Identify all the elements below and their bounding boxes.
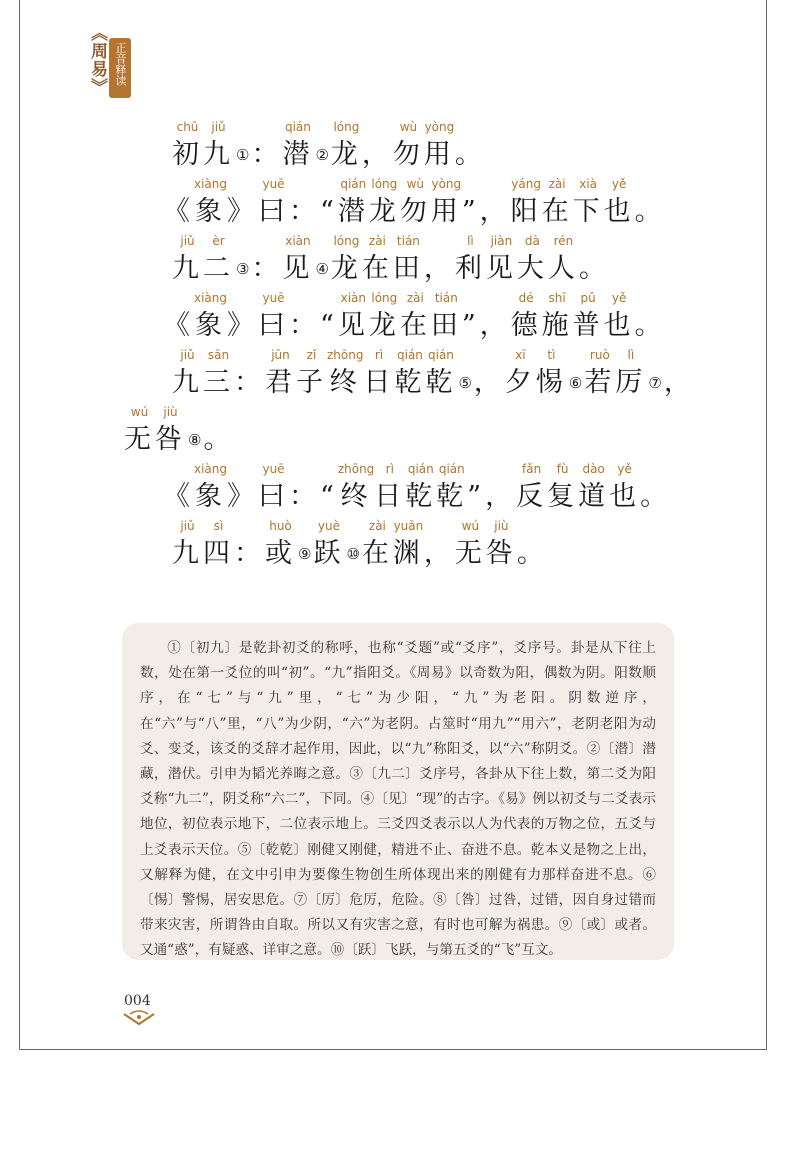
pinyin: fǎn — [522, 462, 542, 476]
pinyin: jiǔ — [180, 234, 195, 248]
hanzi: ， — [361, 139, 393, 170]
verse-char — [517, 232, 548, 288]
verse-char — [462, 175, 511, 231]
hanzi: 用 — [423, 139, 455, 170]
hanzi: 九 — [172, 367, 203, 398]
verse-char — [258, 175, 289, 231]
hanzi: 。 — [634, 196, 666, 227]
verse-char — [331, 232, 362, 288]
hanzi: 咎 — [485, 538, 517, 569]
verse-char — [400, 289, 431, 345]
verse-char — [203, 118, 234, 174]
footnote-marker: ② — [315, 146, 329, 164]
hanzi: 象 — [195, 196, 226, 227]
footnote-marker: ⑧ — [188, 431, 202, 449]
hanzi: 日 — [363, 367, 395, 398]
hanzi: 咎 — [155, 424, 186, 455]
verse-char — [163, 460, 194, 516]
pinyin: jiǔ — [211, 120, 226, 134]
pinyin: xiàng — [194, 462, 228, 476]
verse-char — [578, 460, 609, 516]
pinyin: yě — [617, 462, 632, 476]
hanzi: 初 — [172, 139, 203, 170]
footnote-marker: ④ — [315, 260, 329, 278]
verse-char — [393, 517, 424, 573]
verse-char — [609, 460, 640, 516]
pinyin: pǔ — [580, 291, 596, 305]
pinyin: zhōng — [327, 348, 364, 362]
hanzi: 田 — [430, 310, 462, 341]
hanzi: 。 — [203, 424, 235, 455]
hanzi: 也 — [609, 481, 641, 512]
pinyin: zài — [368, 234, 386, 248]
hanzi: 德 — [510, 310, 542, 341]
pinyin: ruò — [589, 348, 610, 362]
hanzi: 乾 — [405, 481, 437, 512]
hanzi: ， — [663, 367, 695, 398]
pinyin: yuè — [317, 519, 340, 533]
hanzi: ”， — [461, 310, 511, 341]
annotation-text: ①〔初九〕是乾卦初爻的称呼，也称“爻题”或“爻序”，爻序号。卦是从下往上数，处在第一爻位的叫“初”。“九”指阳爻。《周易》以奇数为阳，偶数为阴。阳数顺序，在“七”与“九”里，“七”为少阳，“九”为老阳。阴数逆序，在“六”与“八”里，“八”为少阴，“六”为老阴。占筮时“用九”“用六”，老阴老阳为动爻、变爻，该爻的爻辞才起作用，因此，以“九”称阳爻，以“六”称阴爻。②〔潜〕潜藏，潜伏。引申为韬光养晦之意。③〔九二〕爻序号，各卦从下往上数，第二爻为阳爻称“九二”，阴爻称“六二”，下同。④〔见〕“现”的古字。《易》例以初爻与二爻表示地位，初位表示地下，二位表示地上。三爻四爻表示以人为代表的万物之位，五爻与上爻表示天位。⑤〔乾乾〕刚健又刚健，精进不止、奋进不息。乾本义是物之上出，又解释为健，在文中引申为要像生物创生所体现出来的刚健有力那样奋进不息。⑥〔惕〕警惕，居安思危。⑦〔厉〕危厉，危险。⑧〔咎〕过咎，过错，因自身过错而带来灾害，所谓咎由自取。所以又有灾害之意，有时也可解为祸患。⑨〔或〕或者。又通“惑”，有疑惑、详审之意。⑩〔跃〕飞跃，与第五爻的“飞”互文。 — [140, 640, 656, 959]
pinyin: xiàn — [340, 291, 367, 305]
pinyin: qián — [340, 177, 367, 191]
hanzi: 惕 — [535, 367, 567, 398]
pinyin: zhōng — [337, 462, 375, 476]
verse-line — [163, 175, 666, 231]
hanzi: 夕 — [504, 367, 536, 398]
hanzi: 在 — [541, 196, 573, 227]
verse-char — [604, 289, 635, 345]
verse-char — [338, 460, 374, 516]
verse-char — [194, 460, 227, 516]
verse-char — [203, 346, 234, 402]
hanzi: 复 — [547, 481, 579, 512]
hanzi: 也 — [603, 196, 635, 227]
verse-char — [455, 517, 486, 573]
footnote-marker: ⑤ — [458, 374, 472, 392]
verse-line — [172, 232, 610, 288]
pinyin: rì — [374, 348, 384, 362]
hanzi: 在 — [361, 253, 393, 284]
pinyin: wú — [461, 519, 480, 533]
hanzi: 跃 — [313, 538, 345, 569]
pinyin: tì — [547, 348, 556, 362]
verse-char — [338, 289, 369, 345]
verse-char — [203, 403, 234, 459]
verse-char — [313, 517, 344, 573]
hanzi: 。 — [454, 139, 486, 170]
verse-char — [635, 175, 666, 231]
hanzi: ： — [251, 139, 283, 170]
hanzi: ： — [234, 538, 265, 569]
hanzi: 日 — [374, 481, 406, 512]
hanzi: ， — [423, 538, 455, 569]
verse-char — [227, 460, 258, 516]
hanzi: 阳 — [510, 196, 542, 227]
hanzi: 九 — [203, 139, 234, 170]
hanzi: 《 — [163, 310, 194, 341]
hanzi: 渊 — [392, 538, 424, 569]
pinyin: tián — [434, 291, 458, 305]
verse-char — [227, 175, 258, 231]
hanzi: 乾 — [425, 367, 457, 398]
verse-line — [163, 289, 666, 345]
hanzi: 《 — [163, 481, 194, 512]
verse-char — [579, 232, 610, 288]
verse-char — [548, 232, 579, 288]
verse-line — [124, 403, 234, 459]
hanzi: 普 — [572, 310, 604, 341]
hanzi: 乾 — [436, 481, 468, 512]
verse-char — [374, 460, 405, 516]
verse-char — [604, 175, 635, 231]
verse-char — [362, 517, 393, 573]
hanzi: 九 — [172, 538, 203, 569]
pinyin: sān — [207, 348, 230, 362]
verse-char — [369, 289, 400, 345]
verse-char — [282, 118, 313, 174]
verse-char — [338, 175, 369, 231]
hanzi: 象 — [195, 481, 226, 512]
hanzi: 三 — [203, 367, 234, 398]
hanzi: 。 — [516, 538, 548, 569]
pinyin: zài — [548, 177, 566, 191]
hanzi: 曰 — [258, 481, 290, 512]
page-number: 004 — [124, 993, 151, 1009]
hanzi: 君 — [265, 367, 296, 398]
hanzi: 四 — [203, 538, 234, 569]
pinyin: rì — [385, 462, 394, 476]
pinyin: jiàn — [490, 234, 513, 248]
pinyin: xiàng — [194, 177, 228, 191]
hanzi: 厉 — [615, 367, 647, 398]
footnote-marker: ① — [236, 146, 250, 164]
pinyin: rén — [553, 234, 574, 248]
hanzi: 见 — [282, 253, 314, 284]
verse-char — [615, 346, 646, 402]
pinyin: zài — [406, 291, 424, 305]
hanzi: 潜 — [282, 139, 314, 170]
footnote-marker: ⑥ — [568, 374, 583, 392]
pinyin: jūn — [271, 348, 290, 362]
pinyin: xiàng — [194, 291, 228, 305]
verse-char — [265, 517, 296, 573]
pinyin: lóng — [333, 234, 360, 248]
pinyin: yáng — [511, 177, 541, 191]
verse-char — [227, 289, 258, 345]
book-logo — [82, 20, 148, 98]
verse-char — [486, 517, 517, 573]
verse-char — [505, 346, 536, 402]
pinyin: qián — [438, 462, 465, 476]
hanzi: 。 — [578, 253, 610, 284]
pinyin: wú — [130, 405, 149, 419]
verse-char — [542, 175, 573, 231]
verse-char — [172, 232, 203, 288]
pinyin: jiù — [494, 519, 509, 533]
verse-char — [584, 346, 615, 402]
hanzi: 在 — [399, 310, 431, 341]
verse-line — [172, 346, 695, 402]
pinyin: lì — [467, 234, 474, 248]
pinyin: shī — [548, 291, 566, 305]
pinyin: yě — [611, 177, 627, 191]
verse-char — [296, 346, 327, 402]
hanzi: 龙 — [368, 310, 400, 341]
pinyin: tián — [396, 234, 420, 248]
verse-char — [517, 517, 548, 573]
verse-char — [436, 460, 467, 516]
hanzi: 《 — [163, 196, 194, 227]
pinyin: dà — [524, 234, 540, 248]
pinyin: lóng — [333, 120, 360, 134]
pinyin: huò — [269, 519, 292, 533]
verse-char — [640, 460, 671, 516]
pinyin: zài — [368, 519, 386, 533]
pinyin: yě — [611, 291, 627, 305]
hanzi: 终 — [329, 367, 361, 398]
pinyin: jiǔ — [180, 519, 195, 533]
hanzi: 二 — [203, 253, 234, 284]
footnote-marker: ⑦ — [648, 374, 662, 392]
verse-char — [573, 289, 604, 345]
verse-char — [455, 232, 486, 288]
pinyin: qián — [284, 120, 311, 134]
verse-line — [163, 460, 671, 516]
verse-char — [124, 403, 155, 459]
pinyin: qián — [428, 348, 454, 362]
hanzi: 龙 — [330, 139, 362, 170]
hanzi: ”， — [461, 196, 511, 227]
verse-char — [573, 175, 604, 231]
pinyin: dào — [582, 462, 605, 476]
logo-subtitle: 正音释读 — [114, 42, 127, 86]
hanzi: 施 — [541, 310, 573, 341]
hanzi: ， — [423, 253, 455, 284]
pinyin: yòng — [431, 177, 462, 191]
pinyin: wù — [406, 177, 425, 191]
hanzi: ”， — [467, 481, 517, 512]
hanzi: 田 — [392, 253, 424, 284]
hanzi: ：“ — [289, 310, 338, 341]
verse-char — [455, 118, 486, 174]
pinyin: qián — [407, 462, 434, 476]
hanzi: 无 — [454, 538, 486, 569]
verse-char — [172, 517, 203, 573]
hanzi: ：“ — [289, 196, 338, 227]
verse-char — [511, 289, 542, 345]
verse-char — [431, 289, 462, 345]
verse-char — [289, 175, 338, 231]
hanzi: 》 — [227, 481, 259, 512]
hanzi: 九 — [172, 253, 203, 284]
verse-char — [424, 118, 455, 174]
hanzi: 反 — [516, 481, 548, 512]
pinyin: chū — [176, 120, 199, 134]
pinyin: yuān — [393, 519, 424, 533]
verse-char — [163, 175, 194, 231]
hanzi: 利 — [454, 253, 486, 284]
hanzi: 勿 — [399, 196, 431, 227]
verse-char — [289, 289, 338, 345]
verse-char — [516, 460, 547, 516]
verse-char — [462, 289, 511, 345]
verse-char — [163, 289, 194, 345]
pinyin: xià — [579, 177, 598, 191]
verse-char — [234, 517, 265, 573]
hanzi: ： — [251, 253, 283, 284]
hanzi: 曰 — [258, 196, 290, 227]
verse-char — [474, 346, 505, 402]
pinyin: wù — [399, 120, 418, 134]
hanzi: 在 — [361, 538, 393, 569]
hanzi: 乾 — [394, 367, 426, 398]
hanzi: 见 — [337, 310, 369, 341]
hanzi: 见 — [485, 253, 517, 284]
verse-char — [194, 289, 227, 345]
pinyin: yuē — [262, 291, 285, 305]
verse-char — [155, 403, 186, 459]
pinyin: xiàn — [285, 234, 311, 248]
hanzi: 大 — [516, 253, 548, 284]
hanzi: ：“ — [289, 481, 338, 512]
verse-char — [369, 175, 400, 231]
pinyin: lóng — [371, 291, 398, 305]
hanzi: 龙 — [330, 253, 362, 284]
hanzi: 用 — [430, 196, 462, 227]
hanzi: 》 — [227, 310, 259, 341]
verse-char — [424, 232, 455, 288]
verse-char — [400, 175, 431, 231]
verse-char — [362, 118, 393, 174]
hanzi: 道 — [578, 481, 610, 512]
verse-char — [251, 232, 282, 288]
verse-char — [467, 460, 516, 516]
verse-char — [393, 118, 424, 174]
pinyin: yuē — [262, 177, 285, 191]
pinyin: èr — [212, 234, 225, 248]
hanzi: 无 — [124, 424, 155, 455]
verse-char — [282, 232, 313, 288]
pinyin: yuē — [262, 462, 285, 476]
verse-char — [327, 346, 363, 402]
pinyin: lì — [627, 348, 635, 362]
footnote-marker: ⑩ — [346, 545, 360, 563]
hanzi: 也 — [603, 310, 635, 341]
verse-char — [172, 346, 203, 402]
verse-line — [172, 118, 486, 174]
verse-char — [664, 346, 695, 402]
verse-char — [393, 232, 424, 288]
verse-char — [542, 289, 573, 345]
hanzi: 》 — [227, 196, 259, 227]
verse-char — [547, 460, 578, 516]
verse-char — [635, 289, 666, 345]
verse-char — [289, 460, 338, 516]
hanzi: 。 — [640, 481, 672, 512]
verse-char — [363, 346, 394, 402]
pinyin: xī — [515, 348, 526, 362]
pinyin: zǐ — [306, 348, 317, 362]
verse-char — [511, 175, 542, 231]
verse-char — [394, 346, 425, 402]
hanzi: 。 — [634, 310, 666, 341]
hanzi: 潜 — [337, 196, 369, 227]
pinyin: qián — [397, 348, 423, 362]
hanzi: 或 — [265, 538, 296, 569]
hanzi: 下 — [572, 196, 604, 227]
verse-char — [203, 517, 234, 573]
hanzi: 曰 — [258, 310, 290, 341]
pinyin: jiǔ — [180, 348, 195, 362]
pinyin: fù — [556, 462, 569, 476]
hanzi: 龙 — [368, 196, 400, 227]
verse-char — [203, 232, 234, 288]
hanzi: 若 — [584, 367, 616, 398]
verse-char — [425, 346, 456, 402]
verse-char — [486, 232, 517, 288]
verse-char — [424, 517, 455, 573]
verse-char — [405, 460, 436, 516]
verse-char — [431, 175, 462, 231]
verse-char — [331, 118, 362, 174]
verse-char — [251, 118, 282, 174]
verse-char — [362, 232, 393, 288]
footnote-marker: ③ — [236, 260, 250, 278]
verse-char — [265, 346, 296, 402]
verse-char — [194, 175, 227, 231]
verse-char — [234, 346, 265, 402]
ornament-icon — [122, 1010, 156, 1026]
verse-char — [258, 289, 289, 345]
pinyin: yòng — [424, 120, 455, 134]
footnote-marker: ⑨ — [298, 545, 312, 563]
verse-char — [258, 460, 289, 516]
hanzi: 终 — [340, 481, 372, 512]
pinyin: lóng — [371, 177, 398, 191]
hanzi: 子 — [296, 367, 327, 398]
hanzi: 象 — [195, 310, 226, 341]
hanzi: 勿 — [392, 139, 424, 170]
verse-char — [536, 346, 567, 402]
verse-line — [172, 517, 548, 573]
hanzi: 人 — [547, 253, 579, 284]
pinyin: dé — [518, 291, 534, 305]
annotation-box — [122, 623, 674, 960]
verse-char — [172, 118, 203, 174]
logo-title: 《周易》 — [87, 24, 107, 96]
pinyin: jiù — [163, 405, 178, 419]
hanzi: ： — [234, 367, 265, 398]
pinyin: sì — [213, 519, 224, 533]
hanzi: ， — [473, 367, 505, 398]
